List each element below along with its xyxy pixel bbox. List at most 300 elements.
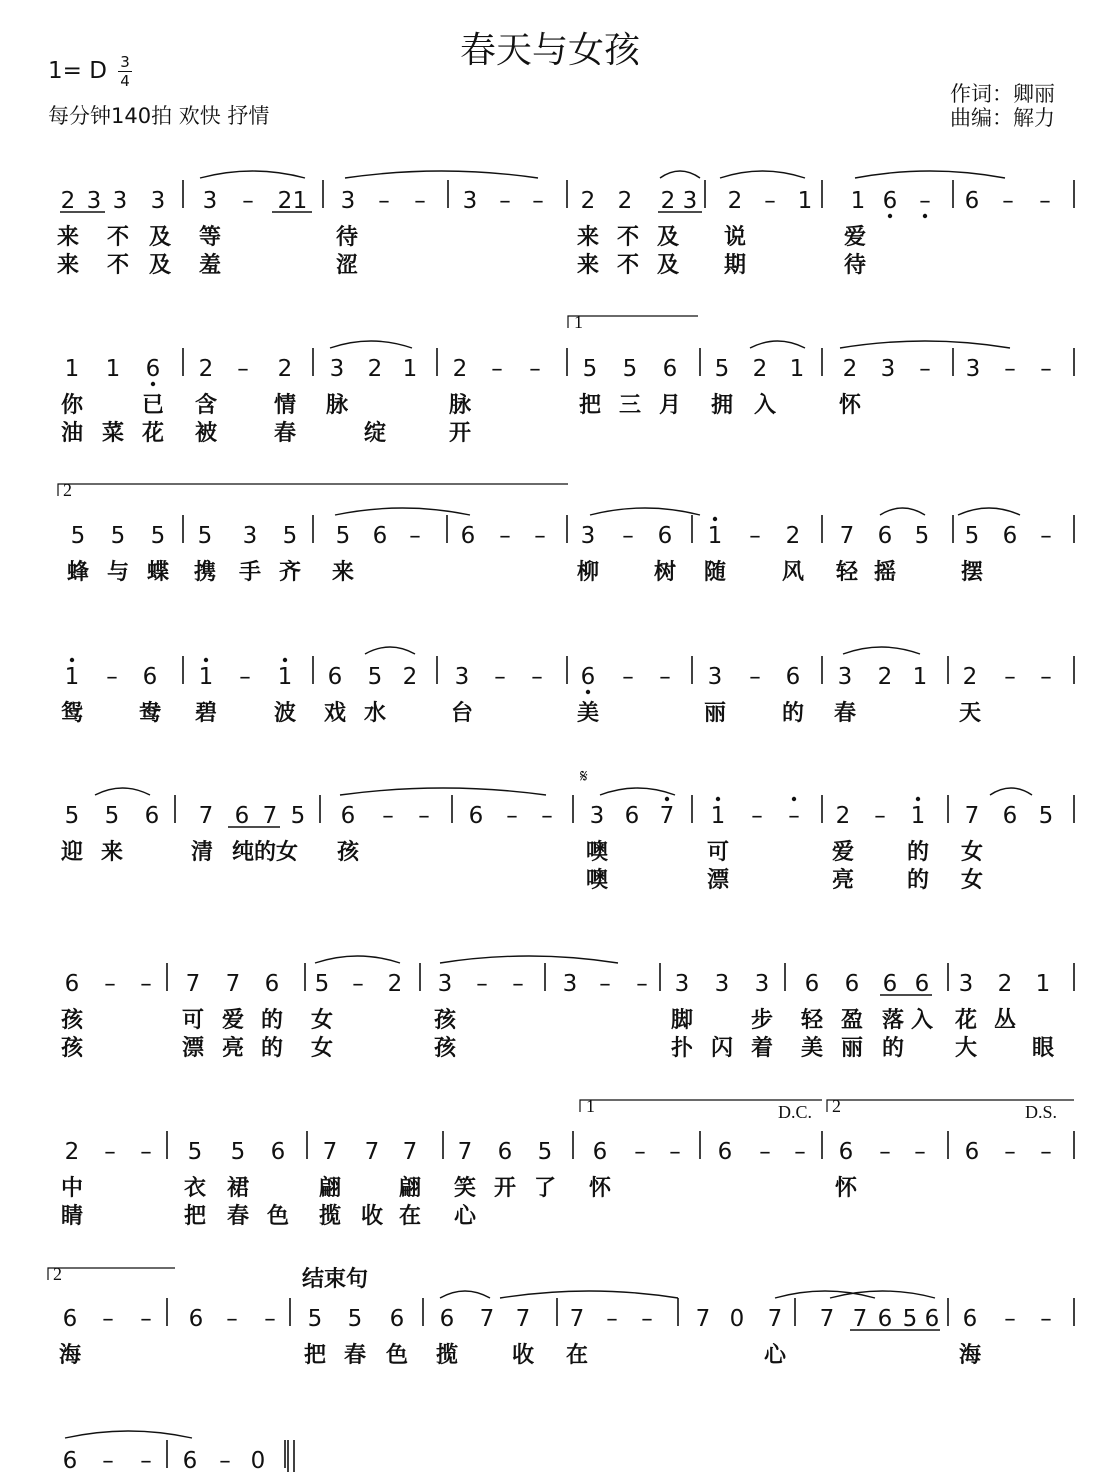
note: – [140, 971, 152, 997]
note: 3 [682, 188, 698, 214]
slur [990, 788, 1032, 795]
lyric-verse-1: 鸯 [138, 701, 162, 726]
lyric-verse-2: 亮 [831, 868, 855, 893]
time-signature-bottom: 4 [120, 72, 130, 90]
note: 3 [714, 971, 730, 997]
note: 6 [580, 664, 596, 690]
note: 6 [1002, 803, 1018, 829]
note: 6 [468, 803, 484, 829]
lyric-verse-2: 眼 [1031, 1036, 1055, 1061]
lyric-verse-1: 摆 [960, 560, 984, 585]
note: – [606, 1306, 618, 1332]
note: 5 [964, 523, 980, 549]
lyric-verse-2: 菜 [101, 421, 125, 446]
note: 7 [852, 1306, 868, 1332]
note: 2 [60, 188, 76, 214]
low-octave-dot [888, 214, 892, 218]
note: – [506, 803, 518, 829]
note: – [1002, 188, 1014, 214]
note: – [242, 188, 254, 214]
lyric-verse-1: 裙 [226, 1176, 250, 1201]
note: – [636, 971, 648, 997]
note: – [106, 664, 118, 690]
note: – [669, 1139, 681, 1165]
lyric-verse-1: 翩 [318, 1176, 342, 1201]
lyric-verse-1: 戏 [323, 701, 347, 726]
note: 3 [112, 188, 128, 214]
lyric-verse-1: 天 [958, 701, 982, 726]
lyric-verse-1: 齐 [278, 560, 302, 585]
note: 5 [290, 803, 306, 829]
lyric-verse-1: 携 [193, 560, 217, 585]
lyric-verse-1: 来 [100, 840, 124, 865]
lyric-verse-2: 待 [843, 253, 867, 278]
note: 2 [785, 523, 801, 549]
slur [660, 171, 700, 178]
lyric-verse-1: 女 [310, 1008, 334, 1033]
lyric-verse-1: 步 [750, 1008, 774, 1033]
note: – [140, 1306, 152, 1332]
note: 6 [717, 1139, 733, 1165]
note: 6 [882, 188, 898, 214]
note: 2 [277, 356, 293, 382]
note: 6 [924, 1306, 940, 1332]
tempo-marking: 每分钟140拍 欢快 抒情 [48, 104, 270, 128]
note: – [919, 188, 931, 214]
lyric-verse-2: 漂 [181, 1036, 205, 1061]
volta-number: 2 [53, 1264, 62, 1284]
note: 3 [202, 188, 218, 214]
lyric-verse-1: 色 [385, 1343, 409, 1368]
note: 5 [307, 1306, 323, 1332]
lyric-verse-1: 入 [753, 393, 777, 418]
note: 6 [64, 971, 80, 997]
lyric-verse-2: 丽 [840, 1036, 864, 1061]
note: – [491, 356, 503, 382]
slur [335, 508, 470, 515]
note: 6 [62, 1306, 78, 1332]
lyric-verse-2: 噢 [585, 868, 609, 893]
note: 1 [64, 664, 80, 690]
note: – [749, 523, 761, 549]
note: 1 [64, 356, 80, 382]
note: – [914, 1139, 926, 1165]
lyric-verse-1: 波 [273, 701, 297, 726]
note: 7 [262, 803, 278, 829]
note: 1 [198, 664, 214, 690]
note: 3 [589, 803, 605, 829]
lyric-verse-1: 孩 [60, 1008, 84, 1033]
lyric-verse-1: 落 [881, 1008, 905, 1033]
lyric-verse-2: 的 [906, 868, 930, 893]
lyricist-credit: 作词：卿丽 [950, 82, 1055, 106]
note: 2 [198, 356, 214, 382]
slur [840, 341, 1010, 348]
slur [750, 341, 805, 348]
note: 5 [230, 1139, 246, 1165]
note: – [622, 664, 634, 690]
time-signature-top: 3 [120, 53, 130, 71]
lyric-verse-1: 鸳 [60, 701, 84, 726]
note: 2 [835, 803, 851, 829]
lyric-verse-1: 盈 [840, 1008, 864, 1033]
lyric-verse-1: 爱 [221, 1008, 245, 1033]
note: – [749, 664, 761, 690]
note: 3 [437, 971, 453, 997]
lyric-verse-1: 海 [58, 1343, 82, 1368]
note: 6 [914, 971, 930, 997]
slur [880, 508, 925, 515]
high-octave-dot [283, 658, 287, 662]
note: 6 [144, 803, 160, 829]
note: 6 [270, 1139, 286, 1165]
note: 2 [997, 971, 1013, 997]
volta-number: 1 [574, 312, 583, 332]
note: 1 [789, 356, 805, 382]
lyric-verse-2: 扑 [670, 1036, 694, 1061]
note: – [1040, 523, 1052, 549]
note: – [264, 1306, 276, 1332]
lyric-verse-1: 把 [578, 393, 602, 418]
lyric-verse-1: 来 [331, 560, 355, 585]
note: 1 [402, 356, 418, 382]
note: 5 [582, 356, 598, 382]
note: – [759, 1139, 771, 1165]
lyric-verse-1: 来 [576, 225, 600, 250]
note: 5 [335, 523, 351, 549]
note: 1 [710, 803, 726, 829]
lyric-verse-1: 轻 [835, 560, 859, 585]
note: 7 [964, 803, 980, 829]
note: 3 [754, 971, 770, 997]
note: – [641, 1306, 653, 1332]
lyric-verse-1: 拥 [710, 393, 734, 418]
lyric-verse-2: 把 [183, 1204, 207, 1229]
note: 5 [64, 803, 80, 829]
lyric-verse-1: 情 [273, 393, 297, 418]
lyric-verse-1: 可 [706, 840, 730, 865]
lyric-verse-2: 及 [656, 253, 680, 278]
lyric-verse-2: 花 [141, 421, 165, 446]
slur [340, 788, 546, 795]
lyric-verse-1: 入 [910, 1008, 934, 1033]
note: – [494, 664, 506, 690]
slur [720, 171, 805, 178]
low-octave-dot [923, 214, 927, 218]
note: 3 [707, 664, 723, 690]
note: – [219, 1448, 231, 1474]
lyric-verse-1: 中 [60, 1176, 84, 1201]
slur [440, 956, 618, 963]
note: 2 [580, 188, 596, 214]
volta-bracket [48, 1268, 175, 1280]
note: 6 [460, 523, 476, 549]
note: – [140, 1139, 152, 1165]
volta-bracket [568, 316, 698, 328]
note: 2 [64, 1139, 80, 1165]
note: – [102, 1448, 114, 1474]
note: – [499, 188, 511, 214]
note: 3 [674, 971, 690, 997]
note: 6 [785, 664, 801, 690]
slur [315, 956, 400, 963]
lyric-verse-1: 等 [198, 225, 222, 250]
lyric-verse-1: 不 [616, 225, 640, 250]
note: – [1040, 356, 1052, 382]
note: 6 [592, 1139, 608, 1165]
note: 7 [198, 803, 214, 829]
note: – [104, 971, 116, 997]
lyric-verse-2: 闪 [710, 1036, 734, 1061]
lyric-verse-2: 来 [576, 253, 600, 278]
note: 7 [185, 971, 201, 997]
lyric-verse-1: 春 [343, 1343, 367, 1368]
note: 6 [838, 1139, 854, 1165]
note: 5 [1038, 803, 1054, 829]
slur [958, 508, 1020, 515]
note: 6 [234, 803, 250, 829]
lyric-verse-1: 清 [190, 840, 214, 865]
lyric-verse-1: 心 [763, 1343, 787, 1368]
note: – [378, 188, 390, 214]
high-octave-dot [713, 517, 717, 521]
lyric-verse-1: 的 [906, 840, 930, 865]
note: 7 [457, 1139, 473, 1165]
lyric-verse-2: 的 [881, 1036, 905, 1061]
note: 1 [292, 188, 308, 214]
note: 6 [1002, 523, 1018, 549]
note: 5 [914, 523, 930, 549]
note: 2 [367, 356, 383, 382]
note: 6 [340, 803, 356, 829]
lyric-verse-1: 碧 [194, 701, 218, 726]
note: 3 [329, 356, 345, 382]
slur [345, 171, 538, 178]
lyric-verse-1: 你 [60, 393, 84, 418]
note: – [788, 803, 800, 829]
note: – [534, 523, 546, 549]
lyric-verse-2: 亮 [221, 1036, 245, 1061]
lyric-verse-1: 蝶 [146, 560, 170, 585]
lyric-verse-2: 着 [750, 1036, 774, 1061]
note: 2 [452, 356, 468, 382]
lyric-verse-2: 春 [226, 1204, 250, 1229]
slur [365, 647, 415, 654]
note: 3 [837, 664, 853, 690]
lyric-verse-1: 水 [363, 701, 387, 726]
volta-number: 1 [586, 1096, 595, 1116]
note: – [226, 1306, 238, 1332]
lyric-verse-1: 三 [618, 393, 642, 418]
low-octave-dot [151, 382, 155, 386]
note: – [879, 1139, 891, 1165]
note: 6 [962, 1306, 978, 1332]
note: 5 [622, 356, 638, 382]
lyric-verse-1: 孩 [336, 840, 360, 865]
note: 7 [695, 1306, 711, 1332]
lyric-verse-1: 纯的女 [231, 840, 299, 865]
note: 3 [880, 356, 896, 382]
note: – [1004, 356, 1016, 382]
note: 7 [515, 1306, 531, 1332]
note: – [140, 1448, 152, 1474]
slur [440, 1291, 490, 1298]
lyric-verse-1: 手 [238, 560, 262, 585]
note: 3 [580, 523, 596, 549]
high-octave-dot [665, 797, 669, 801]
note: 5 [347, 1306, 363, 1332]
lyric-verse-1: 含 [194, 393, 218, 418]
lyric-verse-1: 及 [656, 225, 680, 250]
lyric-verse-2: 开 [448, 421, 472, 446]
lyric-verse-1: 衣 [183, 1176, 207, 1201]
note: – [1040, 664, 1052, 690]
arranger-credit: 曲编：解力 [950, 106, 1055, 130]
lyric-verse-1: 春 [833, 701, 857, 726]
note: 7 [322, 1139, 338, 1165]
slur [95, 788, 150, 795]
note: – [919, 356, 931, 382]
lyric-verse-2: 女 [310, 1036, 334, 1061]
lyric-verse-2: 睛 [60, 1204, 84, 1229]
lyric-verse-2: 羞 [198, 253, 222, 278]
lyric-verse-1: 花 [954, 1008, 978, 1033]
volta-number: 2 [832, 1096, 841, 1116]
note: 5 [110, 523, 126, 549]
ds-mark: D.S. [1025, 1102, 1058, 1122]
note: 1 [1035, 971, 1051, 997]
lyric-verse-1: 丽 [703, 701, 727, 726]
note: – [1004, 664, 1016, 690]
note: 3 [340, 188, 356, 214]
lyric-verse-2: 漂 [706, 868, 730, 893]
note: 6 [389, 1306, 405, 1332]
lyric-verse-2: 春 [273, 421, 297, 446]
lyric-verse-2: 孩 [433, 1036, 457, 1061]
note: – [1039, 188, 1051, 214]
lyric-verse-1: 蜂 [66, 560, 90, 585]
note: 5 [70, 523, 86, 549]
lyric-verse-1: 收 [511, 1343, 535, 1368]
note: 7 [569, 1306, 585, 1332]
lyric-verse-1: 摇 [873, 560, 897, 585]
note: 3 [150, 188, 166, 214]
note: 5 [902, 1306, 918, 1332]
note: 1 [912, 664, 928, 690]
note: 3 [454, 664, 470, 690]
note: 6 [142, 664, 158, 690]
note: 7 [659, 803, 675, 829]
lyric-verse-1: 爱 [831, 840, 855, 865]
lyric-verse-2: 不 [106, 253, 130, 278]
ending-phrase-label: 结束句 [302, 1267, 369, 1292]
note: 6 [188, 1306, 204, 1332]
note: – [764, 188, 776, 214]
lyric-verse-1: 把 [303, 1343, 327, 1368]
note: 7 [225, 971, 241, 997]
note: – [476, 971, 488, 997]
note: – [352, 971, 364, 997]
high-octave-dot [916, 797, 920, 801]
lyric-verse-2: 的 [260, 1036, 284, 1061]
lyric-verse-1: 已 [141, 393, 165, 418]
note: – [751, 803, 763, 829]
lyric-verse-2: 绽 [363, 421, 387, 446]
segno-mark: 𝄋 [580, 766, 588, 786]
note: 2 [877, 664, 893, 690]
note: 6 [844, 971, 860, 997]
lyric-verse-2: 期 [723, 253, 747, 278]
note: – [102, 1306, 114, 1332]
slur [500, 1291, 678, 1298]
lyric-verse-1: 脉 [325, 393, 349, 418]
note: 3 [462, 188, 478, 214]
note: 6 [497, 1139, 513, 1165]
lyric-verse-1: 与 [106, 560, 130, 585]
note: 6 [145, 356, 161, 382]
note: 3 [242, 523, 258, 549]
note: 1 [707, 523, 723, 549]
note: – [1004, 1139, 1016, 1165]
slur [590, 508, 700, 515]
lyric-verse-1: 怀 [838, 393, 862, 418]
lyric-verse-1: 开 [493, 1176, 517, 1201]
lyric-verse-1: 噢 [585, 840, 609, 865]
lyric-verse-2: 大 [954, 1036, 978, 1061]
note: 5 [150, 523, 166, 549]
lyric-verse-1: 迎 [60, 840, 84, 865]
note: 2 [402, 664, 418, 690]
lyric-verse-1: 的 [260, 1008, 284, 1033]
note: 6 [62, 1448, 78, 1474]
note: – [541, 803, 553, 829]
lyric-verse-2: 被 [194, 421, 218, 446]
lyric-verse-1: 海 [958, 1343, 982, 1368]
note: 7 [839, 523, 855, 549]
lyric-verse-2: 油 [60, 421, 84, 446]
lyric-verse-1: 翩 [398, 1176, 422, 1201]
note: 2 [617, 188, 633, 214]
note: – [1004, 1306, 1016, 1332]
lyric-verse-1: 随 [703, 560, 727, 585]
note: – [382, 803, 394, 829]
lyric-verse-1: 爱 [843, 225, 867, 250]
lyric-verse-2: 色 [266, 1204, 290, 1229]
high-octave-dot [70, 658, 74, 662]
note: 6 [964, 1139, 980, 1165]
note: 6 [804, 971, 820, 997]
note: 2 [727, 188, 743, 214]
note: – [874, 803, 886, 829]
note: 5 [367, 664, 383, 690]
lyric-verse-1: 的 [781, 701, 805, 726]
note: 5 [714, 356, 730, 382]
note: 1 [910, 803, 926, 829]
lyric-verse-2: 在 [398, 1204, 422, 1229]
slur [600, 788, 675, 795]
note: 3 [86, 188, 102, 214]
note: – [634, 1139, 646, 1165]
note: 6 [182, 1448, 198, 1474]
note: – [414, 188, 426, 214]
note: – [409, 523, 421, 549]
slur [855, 171, 1005, 178]
lyric-verse-1: 柳 [576, 560, 600, 585]
note: 0 [250, 1448, 266, 1474]
note: – [529, 356, 541, 382]
lyric-verse-1: 台 [450, 701, 474, 726]
lyric-verse-1: 怀 [834, 1176, 858, 1201]
